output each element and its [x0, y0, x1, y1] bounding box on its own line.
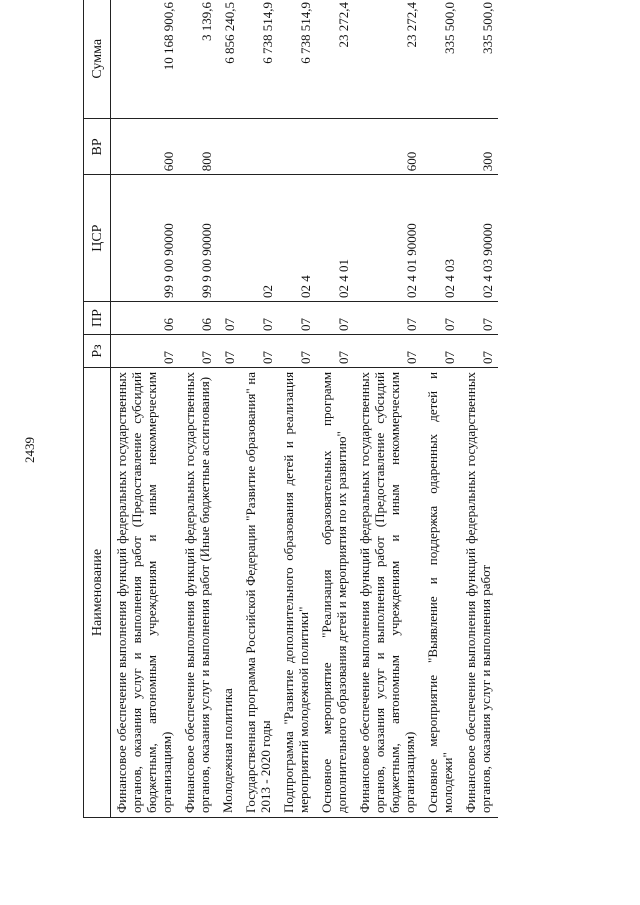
- row-vr: [278, 119, 316, 175]
- row-pr: 07: [240, 302, 278, 335]
- header-pr: ПР: [84, 302, 111, 335]
- row-sum: 10 168 900,6: [111, 0, 180, 119]
- table-row: [217, 0, 240, 818]
- row-sum: 23 272,4: [354, 0, 422, 119]
- row-sum: 23 272,4: [316, 0, 354, 119]
- row-pr: 07: [278, 302, 316, 335]
- row-vr: 600: [111, 119, 180, 175]
- header-sum: Сумма: [84, 0, 111, 119]
- row-rz: 07: [111, 334, 180, 367]
- rotated-table-sheet: [83, 0, 593, 818]
- row-vr: [240, 119, 278, 175]
- row-sum: 335 500,0: [460, 0, 498, 119]
- row-csr: 02 4 01 90000: [354, 175, 422, 302]
- row-csr: 99 9 00 90000: [179, 175, 217, 302]
- row-pr: 07: [217, 302, 240, 335]
- row-name: Финансовое обеспечение выполнения функций федеральных государственных органов, оказания услуг и выполнения работ (Иные бюджетные ассигнования): [179, 367, 217, 817]
- row-pr: 06: [111, 302, 180, 335]
- row-csr: 02 4 01: [316, 175, 354, 302]
- page-number: 2439: [22, 437, 37, 463]
- row-vr: 600: [354, 119, 422, 175]
- row-pr: 07: [422, 302, 460, 335]
- table-row: [111, 0, 180, 818]
- row-csr: 02 4 03: [422, 175, 460, 302]
- row-sum: 335 500,0: [422, 0, 460, 119]
- table-row: [422, 0, 460, 818]
- row-csr: 99 9 00 90000: [111, 175, 180, 302]
- row-pr: 06: [179, 302, 217, 335]
- row-pr: 07: [354, 302, 422, 335]
- row-name: Основное мероприятие "Выявление и поддержка одаренных детей и молодежи": [422, 367, 460, 817]
- row-rz: 07: [316, 334, 354, 367]
- row-rz: 07: [278, 334, 316, 367]
- row-vr: [316, 119, 354, 175]
- header-vr: ВР: [84, 119, 111, 175]
- row-vr: [217, 119, 240, 175]
- row-vr: 300: [460, 119, 498, 175]
- header-rz: Рз: [84, 334, 111, 367]
- table-row: [179, 0, 217, 818]
- header-csr: ЦСР: [84, 175, 111, 302]
- row-vr: 800: [179, 119, 217, 175]
- row-pr: 07: [460, 302, 498, 335]
- row-rz: 07: [460, 334, 498, 367]
- row-rz: 07: [354, 334, 422, 367]
- table-row: [460, 0, 498, 818]
- row-csr: 02 4 03 90000: [460, 175, 498, 302]
- row-name: Подпрограмма "Развитие дополнительного образования детей и реализация мероприятий молодежной политики": [278, 367, 316, 817]
- row-sum: 6 738 514,9: [240, 0, 278, 119]
- row-rz: 07: [240, 334, 278, 367]
- table-row: [354, 0, 422, 818]
- row-sum: 3 139,6: [179, 0, 217, 119]
- row-vr: [422, 119, 460, 175]
- row-name: Финансовое обеспечение выполнения функций федеральных государственных органов, оказания услуг и выполнения работ (Предоставление субсидий бюджетным, автономным учреждениям и иным некоммерческим организациям): [111, 367, 180, 817]
- row-csr: 02 4: [278, 175, 316, 302]
- row-csr: 02: [240, 175, 278, 302]
- row-sum: 6 856 240,5: [217, 0, 240, 119]
- row-sum: 6 738 514,9: [278, 0, 316, 119]
- table-row: [316, 0, 354, 818]
- row-rz: 07: [179, 334, 217, 367]
- row-pr: 07: [316, 302, 354, 335]
- row-name: Государственная программа Российской Федерации "Развитие образования" на 2013 - 2020 годы: [240, 367, 278, 817]
- table-row: [240, 0, 278, 818]
- row-name: Основное мероприятие "Реализация образовательных программ дополнительного образования детей и мероприятия по их развитию": [316, 367, 354, 817]
- row-name: Финансовое обеспечение выполнения функций федеральных государственных органов, оказания услуг и выполнения работ (Предоставление субсидий бюджетным, автономным учреждениям и иным некоммерческим организациям): [354, 367, 422, 817]
- budget-table: [83, 0, 498, 818]
- row-csr: [217, 175, 240, 302]
- header-name: Наименование: [84, 367, 111, 817]
- row-name: Финансовое обеспечение выполнения функций федеральных государственных органов, оказания услуг и выполнения работ: [460, 367, 498, 817]
- table-header-row: [84, 0, 111, 818]
- row-rz: 07: [217, 334, 240, 367]
- row-rz: 07: [422, 334, 460, 367]
- row-name: Молодежная политика: [217, 367, 240, 817]
- table-row: [278, 0, 316, 818]
